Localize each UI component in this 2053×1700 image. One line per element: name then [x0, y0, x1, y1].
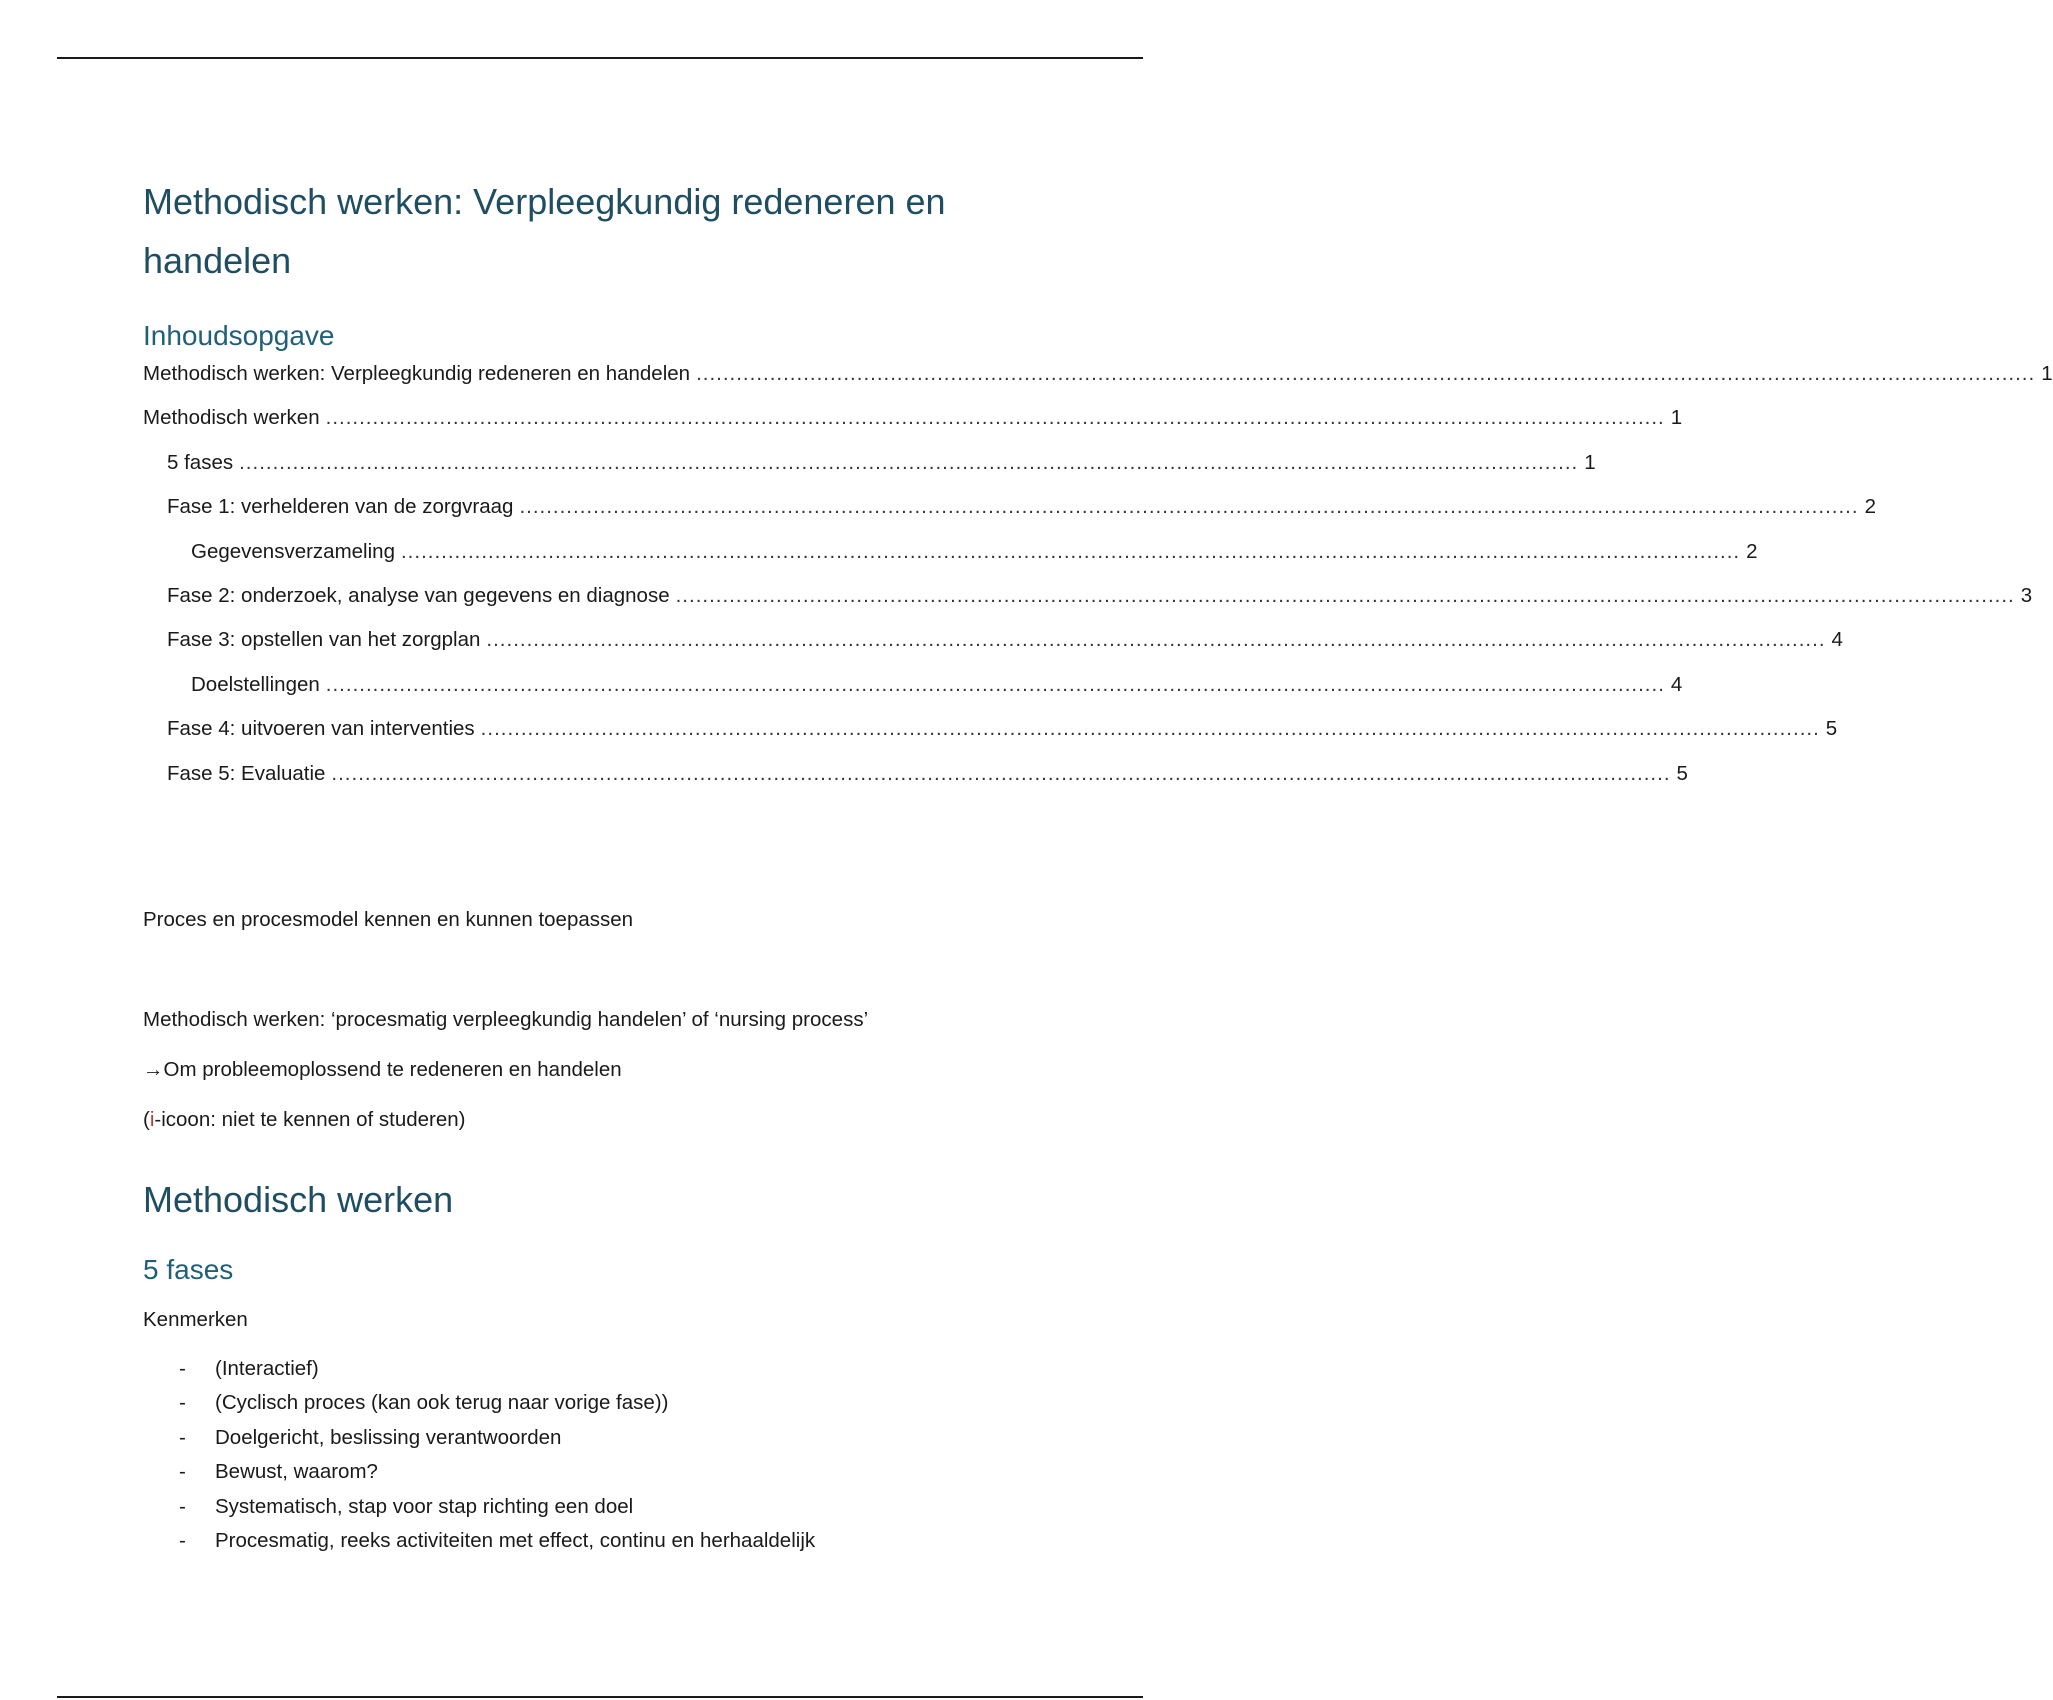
- list-item-text: (Cyclisch proces (kan ook terug naar vorige fase)): [215, 1391, 669, 1415]
- toc-entry[interactable]: [143, 489, 1876, 533]
- toc-leader-dots: ........................................................................................................................................................................................................: [519, 495, 1859, 519]
- toc-entry-page: 4: [1831, 628, 1843, 652]
- list-item: [179, 1492, 815, 1526]
- bullet-marker: -: [179, 1528, 186, 1552]
- document-title: Methodisch werken: Verpleegkundig redeneren en handelen: [143, 181, 946, 281]
- toc-entry-label: Fase 5: Evaluatie: [167, 756, 331, 792]
- toc-entry-page: 5: [1825, 717, 1838, 741]
- toc-entry-page: 1: [1670, 406, 1683, 430]
- intro-arrow-text: →Om probleemoplossend te redeneren en handelen: [143, 1058, 622, 1081]
- toc-entry-page: 5: [1676, 761, 1688, 785]
- toc-entry-label: Methodisch werken: Verpleegkundig redeneren en handelen: [143, 356, 696, 392]
- toc-entry[interactable]: [143, 756, 1688, 800]
- kenmerken-label: Kenmerken: [143, 1308, 248, 1331]
- toc-leader-dots: ........................................................................................................................................................................................................: [696, 362, 2036, 385]
- toc-entry[interactable]: [143, 711, 1838, 755]
- section-heading: Methodisch werken: [143, 1179, 454, 1220]
- list-item-text: (Interactief): [215, 1357, 319, 1380]
- toc-leader-dots: ........................................................................................................................................................................................................: [325, 406, 1665, 430]
- icon-note: [143, 1105, 466, 1135]
- toc-leader-dots: ........................................................................................................................................................................................................: [486, 628, 1826, 652]
- toc-entry[interactable]: [143, 667, 1683, 711]
- toc-entry[interactable]: [143, 400, 1683, 444]
- bullet-marker: -: [179, 1391, 186, 1415]
- toc-entry-page: 1: [2041, 362, 2053, 385]
- toc-leader-dots: ........................................................................................................................................................................................................: [480, 717, 1820, 741]
- icon-note-open: (: [143, 1108, 150, 1131]
- intro-methodisch-text: Methodisch werken: ‘procesmatig verpleegkundig handelen’ of ‘nursing process’: [143, 1008, 869, 1031]
- toc-entry[interactable]: [143, 622, 1843, 666]
- kenmerken-list: [179, 1354, 815, 1560]
- toc-entry-page: 4: [1670, 672, 1683, 696]
- info-i-marker: i: [149, 1108, 155, 1131]
- bullet-marker: -: [179, 1460, 186, 1484]
- list-item-text: Doelgericht, beslissing verantwoorden: [215, 1425, 562, 1449]
- toc-leader-dots: ........................................................................................................................................................................................................: [239, 450, 1579, 474]
- table-of-contents: [143, 356, 2053, 800]
- toc-entry-label: Fase 1: verhelderen van de zorgvraag: [167, 489, 519, 525]
- list-item-text: Systematisch, stap voor stap richting een doel: [215, 1494, 634, 1518]
- bullet-marker: -: [179, 1494, 186, 1518]
- list-item: [179, 1526, 815, 1560]
- toc-leader-dots: ........................................................................................................................................................................................................: [331, 761, 1671, 785]
- toc-heading: Inhoudsopgave: [143, 320, 335, 351]
- toc-entry-label: 5 fases: [167, 445, 239, 481]
- icon-note-rest: -icoon: niet te kennen of studeren): [154, 1108, 466, 1131]
- list-item: [179, 1388, 815, 1422]
- toc-entry-label: Fase 2: onderzoek, analyse van gegevens en diagnose: [167, 578, 676, 614]
- intro-proces-text: Proces en procesmodel kennen en kunnen toepassen: [143, 908, 634, 931]
- toc-leader-dots: ........................................................................................................................................................................................................: [325, 672, 1665, 696]
- list-item: [179, 1457, 815, 1491]
- bullet-marker: -: [179, 1357, 186, 1380]
- bullet-marker: -: [179, 1425, 186, 1449]
- toc-entry-label: Fase 4: uitvoeren van interventies: [167, 711, 481, 747]
- toc-entry-page: 3: [2020, 583, 2033, 607]
- toc-entry-page: 1: [1584, 450, 1596, 474]
- toc-entry-label: Fase 3: opstellen van het zorgplan: [167, 622, 486, 658]
- footer-rule: [57, 1696, 1143, 1698]
- list-item-text: Bewust, waarom?: [215, 1460, 378, 1484]
- toc-entry-label: Methodisch werken: [143, 400, 326, 436]
- toc-leader-dots: ........................................................................................................................................................................................................: [400, 539, 1741, 563]
- toc-entry[interactable]: [143, 356, 2053, 400]
- toc-entry-page: 2: [1864, 495, 1876, 519]
- header-rule: [57, 57, 1143, 59]
- toc-entry-label: Gegevensverzameling: [191, 534, 401, 570]
- toc-entry[interactable]: [143, 578, 2033, 622]
- toc-entry[interactable]: [143, 445, 1596, 489]
- toc-entry-page: 2: [1746, 539, 1758, 563]
- list-item: [179, 1354, 815, 1388]
- list-item: [179, 1423, 815, 1457]
- toc-entry-label: Doelstellingen: [191, 667, 326, 703]
- list-item-text: Procesmatig, reeks activiteiten met effect, continu en herhaaldelijk: [215, 1528, 816, 1552]
- section-subheading: 5 fases: [143, 1254, 234, 1285]
- toc-entry[interactable]: [143, 534, 1758, 578]
- toc-leader-dots: ........................................................................................................................................................................................................: [675, 583, 2015, 607]
